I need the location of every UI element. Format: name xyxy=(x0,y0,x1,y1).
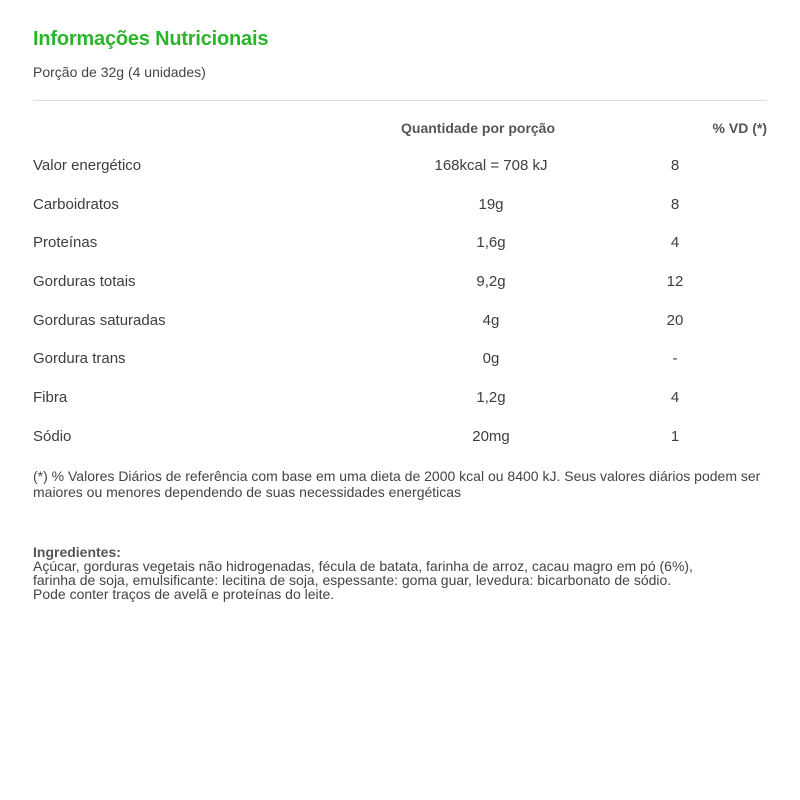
nutrient-vd: 4 xyxy=(670,389,680,406)
ingredients-line: Pode conter traços de avelã e proteínas do leite. xyxy=(33,586,335,602)
nutrient-quantity: 0g xyxy=(482,350,500,367)
nutrient-vd: 1 xyxy=(670,428,680,445)
ingredients-line: farinha de soja, emulsificante: lecitina de soja, espessante: goma guar, levedura: bicarbonato de sódio. xyxy=(33,572,672,588)
nutrient-name: Gorduras saturadas xyxy=(33,312,166,329)
table-row xyxy=(0,157,800,177)
table-row xyxy=(0,273,800,293)
nutrient-name: Fibra xyxy=(33,389,68,406)
nutrient-name: Gorduras totais xyxy=(33,273,136,290)
nutrient-quantity: 1,2g xyxy=(476,389,506,406)
nutrient-vd: 20 xyxy=(666,312,684,329)
nutrient-quantity: 168kcal = 708 kJ xyxy=(434,157,548,174)
nutrient-vd: 8 xyxy=(670,157,680,174)
nutrient-name: Gordura trans xyxy=(33,350,126,367)
table-row xyxy=(0,234,800,254)
nutrient-quantity: 19g xyxy=(478,196,504,213)
ingredients-title: Ingredientes: xyxy=(33,544,121,560)
nutrient-quantity: 1,6g xyxy=(476,234,506,251)
column-header-quantity: Quantidade por porção xyxy=(401,120,556,136)
nutrient-quantity: 9,2g xyxy=(476,273,506,290)
nutrient-vd: 12 xyxy=(666,273,684,290)
table-row xyxy=(0,389,800,409)
divider xyxy=(33,100,767,101)
table-row xyxy=(0,196,800,216)
table-row xyxy=(0,312,800,332)
column-header-vd: % VD (*) xyxy=(712,120,767,136)
vd-footnote: (*) % Valores Diários de referência com base em uma dieta de 2000 kcal ou 8400 kJ. Seus valores diários podem ser maiores ou menores dependendo de suas necessidades energéticas xyxy=(33,468,761,500)
ingredients-section xyxy=(33,545,773,601)
nutrient-name: Valor energético xyxy=(33,157,142,174)
portion-size: Porção de 32g (4 unidades) xyxy=(33,64,206,80)
table-row xyxy=(0,350,800,370)
nutrient-vd: - xyxy=(672,350,678,367)
nutrient-name: Sódio xyxy=(33,428,72,445)
ingredients-line: Açúcar, gorduras vegetais não hidrogenadas, fécula de batata, farinha de arroz, cacau magro em pó (6%), xyxy=(33,558,693,574)
nutrient-quantity: 20mg xyxy=(472,428,510,445)
nutrient-vd: 4 xyxy=(670,234,680,251)
nutrient-name: Proteínas xyxy=(33,234,98,251)
nutrient-name: Carboidratos xyxy=(33,196,119,213)
table-row xyxy=(0,428,800,448)
page-title: Informações Nutricionais xyxy=(33,28,269,50)
nutrient-vd: 8 xyxy=(670,196,680,213)
nutrient-quantity: 4g xyxy=(482,312,500,329)
